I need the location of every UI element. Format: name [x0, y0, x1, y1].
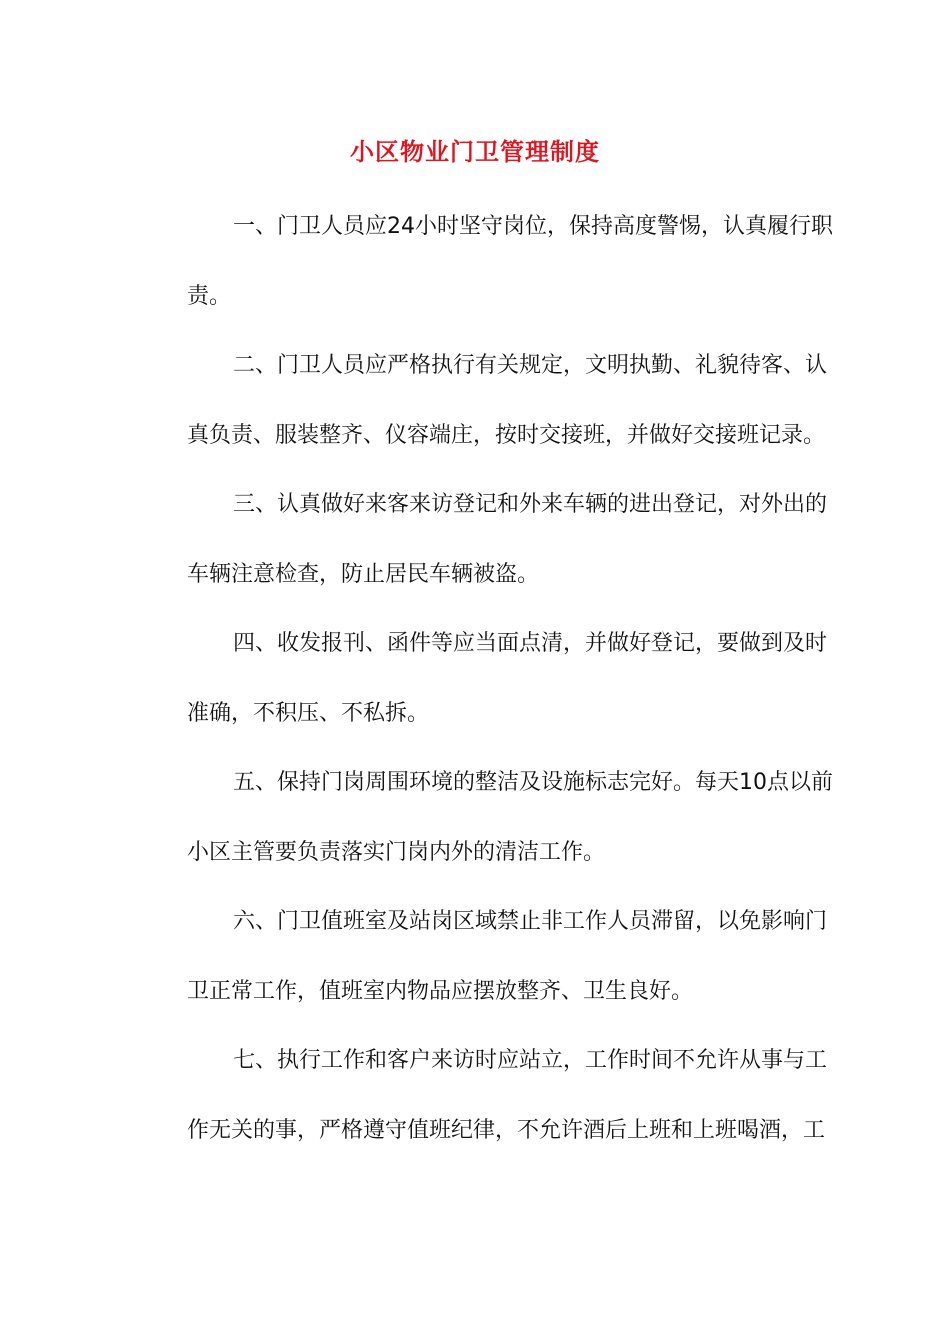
- paragraph-1-line-1: 一、门卫人员应24小时坚守岗位，保持高度警惕，认真履行职: [233, 214, 833, 239]
- paragraph-4-line-1: 四、收发报刊、函件等应当面点清，并做好登记，要做到及时: [233, 631, 828, 656]
- paragraph-2: [143, 331, 828, 470]
- paragraph-7: [143, 1026, 828, 1165]
- paragraph-7-line-2: 作无关的事，严格遵守值班纪律，不允许酒后上班和上班喝酒，工: [187, 1117, 826, 1143]
- paragraph-5-line-1: 五、保持门岗周围环境的整洁及设施标志完好。每天10点以前: [233, 770, 833, 795]
- paragraph-1-line-2: 责。: [187, 283, 232, 309]
- paragraph-4: [143, 609, 828, 748]
- paragraph-5: [143, 748, 833, 887]
- paragraph-1: [143, 192, 833, 331]
- paragraph-5-line-2: 小区主管要负责落实门岗内外的清洁工作。: [187, 839, 606, 865]
- paragraph-7-line-1: 七、执行工作和客户来访时应站立，工作时间不允许从事与工: [233, 1048, 828, 1073]
- paragraph-6-line-1: 六、门卫值班室及站岗区域禁止非工作人员滞留，以免影响门: [233, 909, 828, 934]
- paragraph-2-line-1: 二、门卫人员应严格执行有关规定，文明执勤、礼貌待客、认: [233, 353, 828, 378]
- document-title: 小区物业门卫管理制度: [350, 138, 600, 166]
- paragraph-6-line-2: 卫正常工作，值班室内物品应摆放整齐、卫生良好。: [187, 978, 694, 1004]
- document-body: [143, 192, 833, 1165]
- paragraph-4-line-2: 准确，不积压、不私拆。: [187, 700, 430, 726]
- paragraph-2-line-2: 真负责、服装整齐、仪容端庄，按时交接班，并做好交接班记录。: [187, 422, 826, 448]
- paragraph-3-line-1: 三、认真做好来客来访登记和外来车辆的进出登记，对外出的: [233, 492, 828, 517]
- paragraph-3-line-2: 车辆注意检查，防止居民车辆被盗。: [187, 561, 540, 587]
- paragraph-3: [143, 470, 828, 609]
- paragraph-6: [143, 887, 828, 1026]
